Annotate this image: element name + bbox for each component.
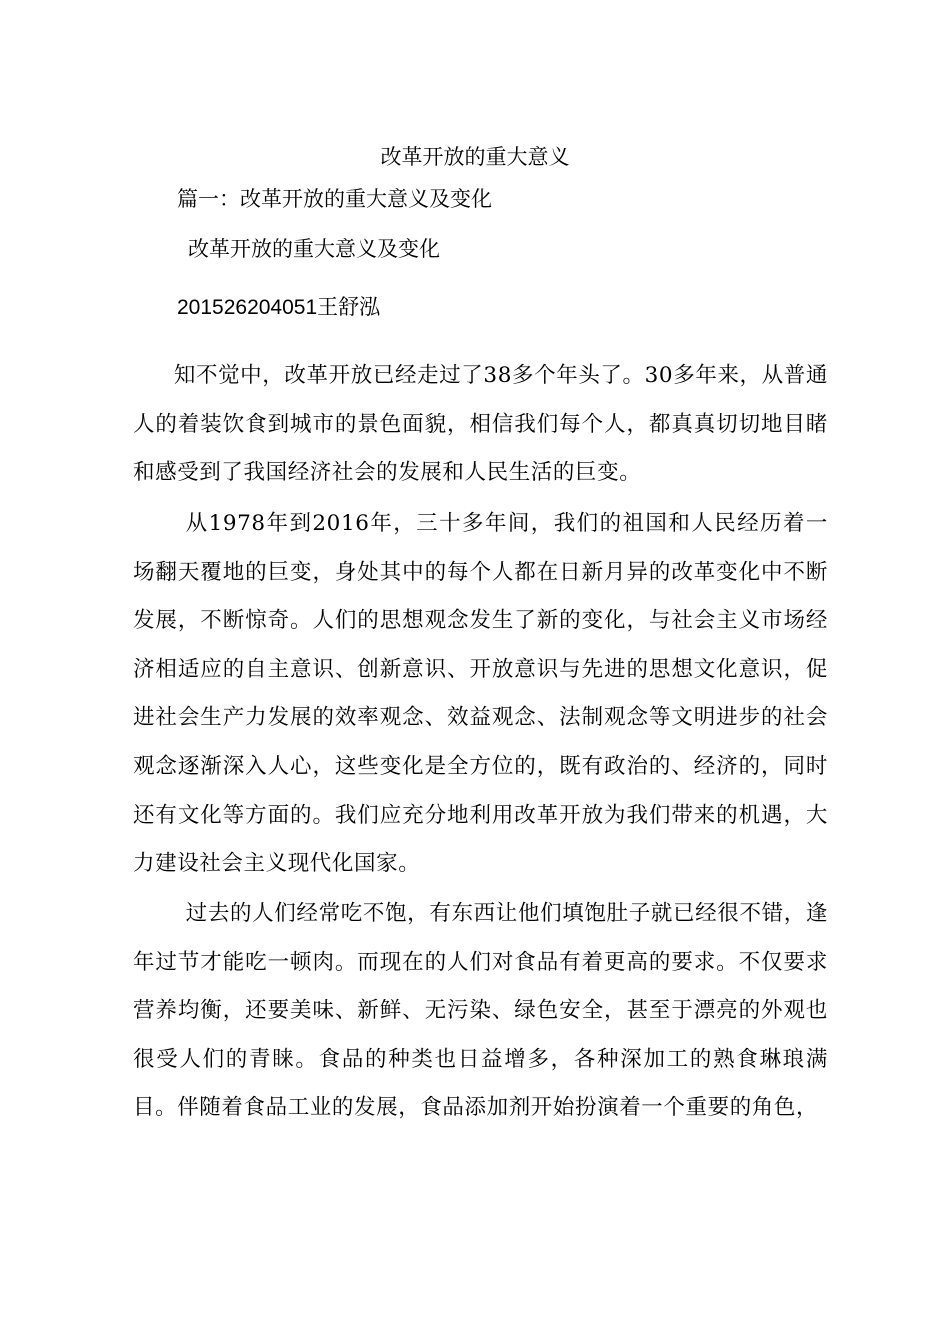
author-line — [177, 292, 380, 323]
document-title: 改革开放的重大意义 — [380, 145, 570, 169]
paragraph-3: 过去的人们经常吃不饱，有东西让他们填饱肚子就已经很不错，逢年过节才能吃一顿肉。而现在的人们对食品有着更高的要求。不仅要求营养均衡，还要美味、新鲜、无污染、绿色安全，甚至于漂亮的外观也很受人们的青睐。食品的种类也日益增多，各种深加工的熟食琳琅满目。伴随着食品工业的发展，食品添加剂开始扮演着一个重要的角色， — [133, 901, 828, 1121]
paragraph-1: 知不觉中，改革开放已经走过了38多个年头了。30多年来，从普通人的着装饮食到城市的景色面貌，相信我们每个人，都真真切切地目睹和感受到了我国经济社会的发展和人民生活的巨变。 — [133, 363, 828, 486]
author-name: 王舒泓 — [317, 295, 381, 319]
paragraph-2: 从1978年到2016年，三十多年间，我们的祖国和人民经历着一场翻天覆地的巨变，身处其中的每个人都在日新月异的改革变化中不断发展，不断惊奇。人们的思想观念发生了新的变化，与社会主义市场经济相适应的自主意识、创新意识、开放意识与先进的思想文化意识，促进社会生产力发展的效率观念、效益观念、法制观念等文明进步的社会观念逐渐深入人心，这些变化是全方位的，既有政治的、经济的，同时还有文化等方面的。我们应充分地利用改革开放为我们带来的机遇，大力建设社会主义现代化国家。 — [133, 511, 828, 877]
section-heading: 篇一：改革开放的重大意义及变化 — [177, 187, 492, 211]
article-title: 改革开放的重大意义及变化 — [188, 237, 440, 261]
author-id: 201526204051 — [177, 296, 318, 319]
